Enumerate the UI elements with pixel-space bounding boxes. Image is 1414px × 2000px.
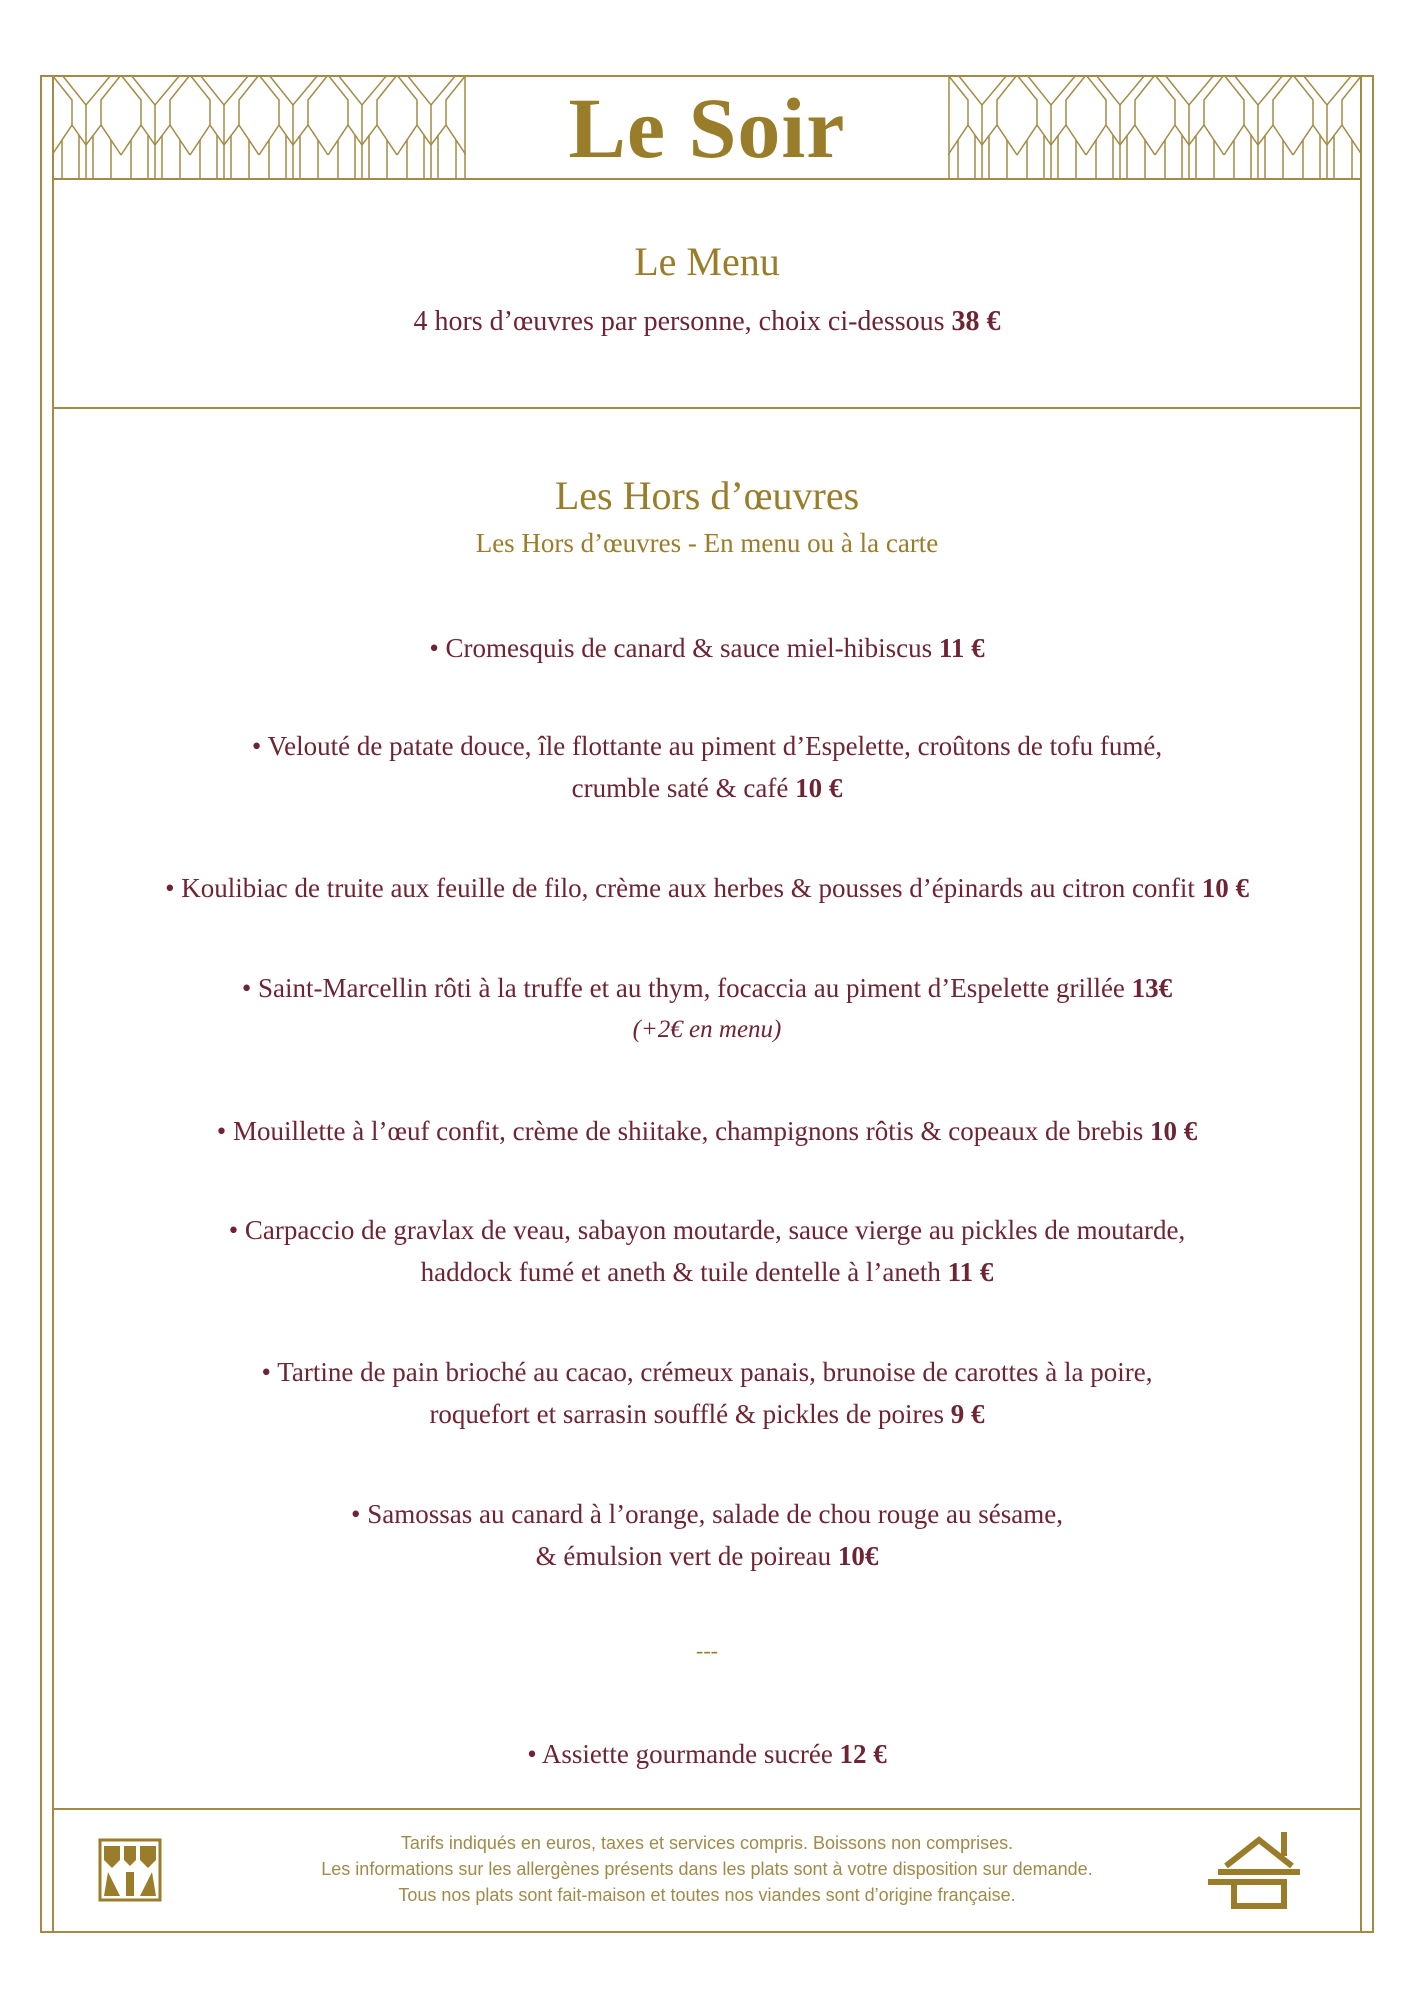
separator: ---: [696, 1638, 718, 1663]
dessert-item: [60, 1733, 1354, 1775]
menu-item-price: 10 €: [1201, 873, 1249, 903]
menu-item-text: • Velouté de patate douce, île flottante au piment d’Espelette, croûtons de tofu fumé,: [251, 731, 1163, 761]
menu-item-price: 10 €: [795, 773, 843, 803]
menu-intro-text: 4 hors d’œuvres par personne, choix ci-dessous: [413, 306, 945, 337]
hors-oeuvres-title: Les Hors d’œuvres: [554, 473, 860, 518]
menu-item: [60, 967, 1354, 1009]
menu-section-title: Le Menu: [634, 239, 780, 284]
menu-item: [60, 1110, 1354, 1152]
menu-item-text: haddock fumé et aneth & tuile dentelle à l’aneth: [420, 1257, 941, 1287]
footer-notes: [200, 1830, 1214, 1908]
menu-item-price: 13€: [1131, 973, 1173, 1003]
menu-item-text: • Koulibiac de truite aux feuille de filo, crème aux herbes & pousses d’épinards au citron confit: [165, 873, 1195, 903]
menu-item-text: • Carpaccio de gravlax de veau, sabayon moutarde, sauce vierge au pickles de moutarde,: [228, 1215, 1186, 1245]
menu-intro: [60, 306, 1354, 338]
menu-item: [60, 867, 1354, 909]
menu-item-price: 10 €: [1149, 1116, 1198, 1146]
menu-item-price: 9 €: [950, 1399, 985, 1429]
menu-item-text: • Cromesquis de canard & sauce miel-hibiscus: [429, 633, 933, 663]
dessert-price: 12 €: [839, 1739, 887, 1769]
footer-line: Tarifs indiqués en euros, taxes et services compris. Boissons non comprises.: [400, 1833, 1014, 1853]
footer-line: Tous nos plats sont fait-maison et toutes nos viandes sont d’origine française.: [398, 1885, 1016, 1905]
menu-item-text: crumble saté & café: [571, 773, 789, 803]
dessert-text: • Assiette gourmande sucrée: [527, 1739, 833, 1769]
menu-item-text: roquefort et sarrasin soufflé & pickles de poires: [429, 1399, 945, 1429]
menu-item-text: • Mouillette à l’œuf confit, crème de shiitake, champignons rôtis & copeaux de brebis: [216, 1116, 1144, 1146]
menu-item: [60, 627, 1354, 669]
menu-item-price: 11 €: [947, 1257, 994, 1287]
menu-item-note: (+2€ en menu): [632, 1016, 782, 1043]
footer-line: Les informations sur les allergènes présents dans les plats sont à votre disposition sur demande.: [321, 1859, 1093, 1879]
house-logo-icon: [1204, 1828, 1314, 1912]
menu-item: [60, 725, 1354, 809]
menu-intro-price: 38 €: [951, 306, 1001, 337]
footer-divider: [52, 1808, 1362, 1810]
menu-item: [60, 1209, 1354, 1293]
menu-item-text: • Saint-Marcellin rôti à la truffe et au thym, focaccia au piment d’Espelette grillée: [241, 973, 1125, 1003]
page-title: Le Soir: [568, 80, 846, 176]
menu-item-price: 10€: [837, 1541, 879, 1571]
menu-item: [60, 1351, 1354, 1435]
menu-item-text: • Samossas au canard à l’orange, salade de chou rouge au sésame,: [351, 1499, 1063, 1529]
menu-item-text: & émulsion vert de poireau: [535, 1541, 832, 1571]
hors-oeuvres-subtitle: Les Hors d’œuvres - En menu ou à la carte: [475, 528, 939, 558]
section-divider: [52, 407, 1362, 409]
menu-item-text: • Tartine de pain brioché au cacao, crémeux panais, brunoise de carottes à la poire,: [261, 1357, 1153, 1387]
menu-item-price: 11 €: [938, 633, 985, 663]
glasses-logo-icon: [98, 1838, 162, 1902]
menu-item: [60, 1493, 1354, 1577]
